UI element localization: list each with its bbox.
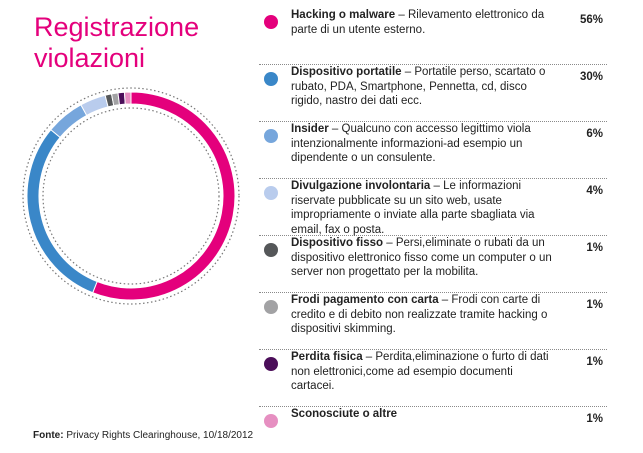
title-line-1: Registrazione <box>34 12 200 42</box>
title-line-2: violazioni <box>34 43 146 73</box>
legend-item <box>259 65 607 122</box>
legend-dot <box>264 414 278 428</box>
donut-slice <box>124 92 131 104</box>
legend-item <box>259 122 607 179</box>
legend-detail: – Qualcuno con accesso legittimo viola intenzionalmente informazioni-ad esempio un dipendente o un consulente. <box>291 123 531 164</box>
legend-detail: – Portatile perso, scartato o rubato, PDA, Smartphone, Pennetta, cd, disco rigido, nastro dei dati ecc. <box>291 66 546 107</box>
legend-category: Dispositivo fisso <box>291 237 384 249</box>
legend-detail: – Rilevamento elettronico da parte di un utente esterno. <box>291 9 545 36</box>
legend-detail: – Frodi con carte di credito e di debito non realizzate tramite hacking o dispositivi skimming. <box>291 294 548 335</box>
legend-description <box>291 8 559 37</box>
legend-category: Insider <box>291 123 329 135</box>
donut-chart <box>0 0 250 320</box>
source-label: Fonte: <box>33 430 64 441</box>
legend-dot <box>264 186 278 200</box>
legend-percentage: 6% <box>586 128 603 140</box>
legend-percentage: 1% <box>586 242 603 254</box>
legend-description <box>291 350 559 394</box>
legend-percentage: 1% <box>586 413 603 425</box>
legend-description <box>291 293 559 337</box>
legend-dot <box>264 300 278 314</box>
legend-dot <box>264 243 278 257</box>
legend-detail: – Persi,eliminate o rubati da un dispositivo elettronico fisso come un computer o un server non progettato per la mobilita. <box>291 237 552 278</box>
donut-slice <box>51 105 87 138</box>
source-note <box>33 430 253 441</box>
legend-dot <box>264 15 278 29</box>
donut-slices <box>27 92 235 300</box>
legend-item <box>259 350 607 407</box>
legend-item <box>259 236 607 293</box>
legend-category: Frodi pagamento con carta <box>291 294 439 306</box>
legend-percentage: 1% <box>586 299 603 311</box>
legend-category: Sconosciute o altre <box>291 408 398 420</box>
legend-dot <box>264 357 278 371</box>
legend-item <box>259 407 607 437</box>
legend-percentage: 56% <box>579 14 603 26</box>
legend-category: Divulgazione involontaria <box>291 180 431 192</box>
legend-description <box>291 122 559 166</box>
legend-dot <box>264 129 278 143</box>
legend-item <box>259 179 607 236</box>
legend-category: Perdita fisica <box>291 351 363 363</box>
legend-description <box>291 407 559 422</box>
legend-detail: – Le informazioni riservate pubblicate su un sito web, usate impropriamente o inviate alla parte sbagliata via email, fax o posta. <box>291 180 535 236</box>
legend-percentage: 30% <box>579 71 603 83</box>
legend-description <box>291 179 559 237</box>
legend-item <box>259 8 607 65</box>
legend-percentage: 1% <box>586 356 603 368</box>
donut-outer-dotted-ring <box>23 88 239 304</box>
legend <box>259 8 607 437</box>
donut-slice <box>27 130 97 293</box>
legend-category: Dispositivo portatile <box>291 66 402 78</box>
legend-description <box>291 236 559 280</box>
legend-category: Hacking o malware <box>291 9 396 21</box>
legend-detail: – Perdita,eliminazione o furto di dati non elettronici,come ad esempio documenti cartacei. <box>291 351 549 392</box>
legend-percentage: 4% <box>586 185 603 197</box>
donut-inner-dotted-ring <box>43 108 219 284</box>
legend-description <box>291 65 559 109</box>
legend-item <box>259 293 607 350</box>
legend-dot <box>264 72 278 86</box>
source-text: Privacy Rights Clearinghouse, 10/18/2012 <box>66 430 254 441</box>
donut-slice <box>93 92 235 300</box>
